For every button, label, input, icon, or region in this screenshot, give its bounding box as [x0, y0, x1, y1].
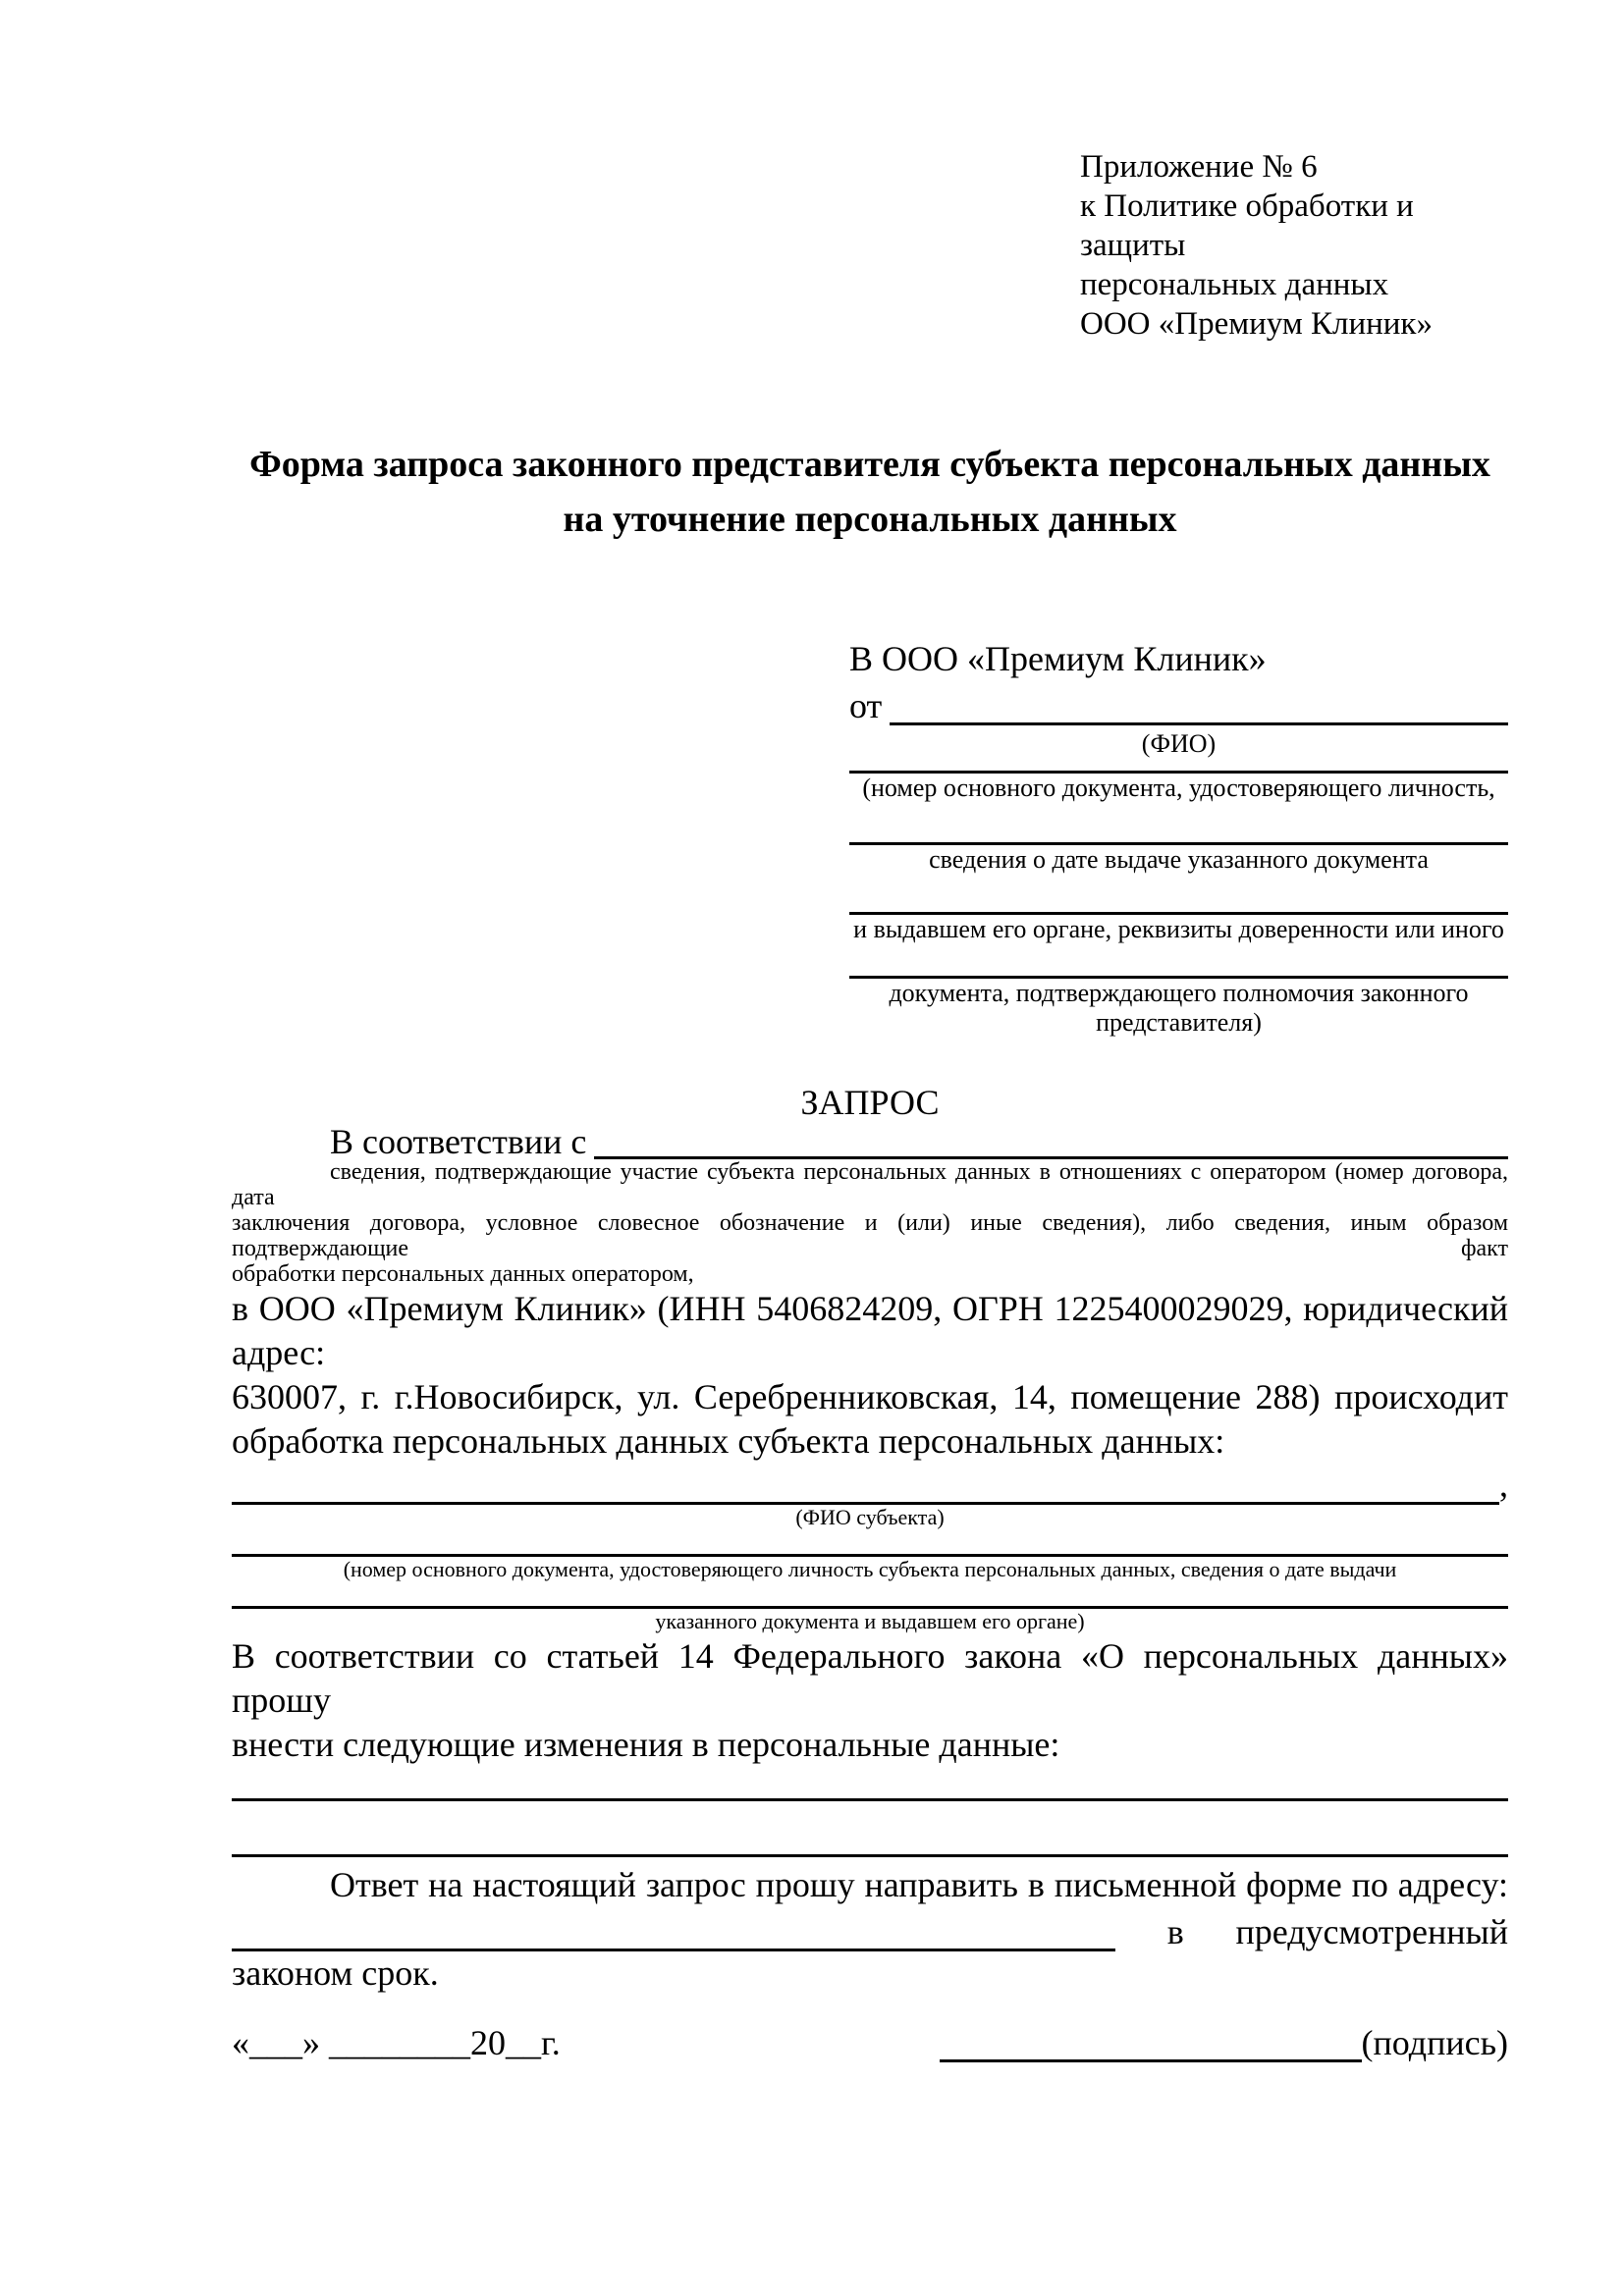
- caption-subject-fio: (ФИО субъекта): [795, 1505, 945, 1529]
- doc-blank-line: [849, 803, 1508, 845]
- lead-caption-line: заключения договора, условное словесное обозначение и (или) иные сведения), либо сведения, иным образом подтверждающие факт: [232, 1210, 1508, 1261]
- lead-label: В соответствии с: [330, 1122, 587, 1161]
- form-title: [232, 437, 1508, 547]
- appendix-line: к Политике обработки и защиты: [1080, 188, 1414, 263]
- changes-blank-line: [232, 1801, 1508, 1857]
- operator-paragraph: [232, 1287, 1508, 1464]
- lead-caption-line: обработки персональных данных оператором,: [232, 1261, 694, 1287]
- caption-subject-doc: указанного документа и выдавшем его органе): [655, 1609, 1085, 1633]
- law-line: внести следующие изменения в персональные данные:: [232, 1725, 1060, 1764]
- request-heading: ЗАПРОС: [800, 1083, 940, 1122]
- addressee-org: В ООО «Премиум Клиник»: [849, 639, 1267, 678]
- subject-fio-comma: ,: [1499, 1465, 1508, 1504]
- law-paragraph: [232, 1634, 1508, 1767]
- appendix-line: персональных данных: [1080, 267, 1389, 302]
- law-line: В соответствии со статьей 14 Федерального закона «О персональных данных» прошу: [232, 1636, 1508, 1720]
- caption-doc-line: документа, подтверждающего полномочия законного представителя): [889, 979, 1469, 1037]
- caption-doc-line: и выдавшем его органе, реквизиты доверенности или иного: [853, 915, 1504, 943]
- form-title-line: Форма запроса законного представителя субъекта персональных данных: [249, 444, 1490, 485]
- caption-fio: (ФИО): [1141, 729, 1217, 758]
- answer-line-end: законом срок.: [232, 1953, 439, 1993]
- operator-line: в ООО «Премиум Клиник» (ИНН 5406824209, ОГРН 1225400029029, юридический адрес:: [232, 1289, 1508, 1372]
- subject-doc-blank-line: [232, 1582, 1508, 1609]
- appendix-line: ООО «Премиум Клиник»: [1080, 306, 1433, 342]
- appendix-line: Приложение № 6: [1080, 149, 1318, 185]
- signature-blank-line: [940, 2023, 1362, 2062]
- answer-line: Ответ на настоящий запрос прошу направить в письменной форме по адресу:: [330, 1865, 1508, 1904]
- from-line: [849, 680, 1508, 725]
- addressee-block: [849, 637, 1508, 1038]
- from-label: от: [849, 686, 883, 725]
- answer-address-line: [232, 1907, 1508, 1951]
- caption-subject-doc: (номер основного документа, удостоверяющего личность субъекта персональных данных, сведения о дате выдачи: [343, 1557, 1397, 1581]
- caption-doc-line: (номер основного документа, удостоверяющего личность,: [862, 774, 1495, 802]
- changes-blank-line: [232, 1767, 1508, 1801]
- answer-word: предусмотренный: [1235, 1912, 1508, 1951]
- subject-fio-line: [232, 1464, 1508, 1505]
- lead-caption: [232, 1159, 1508, 1287]
- lead-caption-line: сведения, подтверждающие участие субъекта персональных данных в отношениях с оператором (номер договора, дата: [232, 1159, 1508, 1210]
- form-title-line: на уточнение персональных данных: [563, 499, 1177, 540]
- caption-signature: (подпись): [1361, 2023, 1508, 2062]
- signature-area: [940, 2023, 1508, 2062]
- operator-line: обработка персональных данных субъекта персональных данных:: [232, 1421, 1225, 1461]
- answer-word: в: [1166, 1912, 1184, 1951]
- operator-line: 630007, г. г.Новосибирск, ул. Серебренниковская, 14, помещение 288) происходит: [232, 1377, 1508, 1416]
- lead-blank-line: [594, 1122, 1508, 1159]
- date-blank-line: «___» ________20__г.: [232, 2023, 561, 2062]
- fio-blank-line: [890, 680, 1508, 725]
- doc-blank-line: [849, 759, 1508, 774]
- doc-blank-line: [849, 944, 1508, 979]
- address-blank-line: [232, 1907, 1115, 1951]
- lead-line: [232, 1122, 1508, 1159]
- appendix-note: [1080, 147, 1508, 344]
- signature-row: [232, 2017, 1508, 2062]
- subject-fio-blank-line: [232, 1464, 1499, 1505]
- subject-doc-blank-line: [232, 1530, 1508, 1557]
- caption-doc-line: сведения о дате выдаче указанного документа: [929, 845, 1429, 874]
- doc-blank-line: [849, 875, 1508, 915]
